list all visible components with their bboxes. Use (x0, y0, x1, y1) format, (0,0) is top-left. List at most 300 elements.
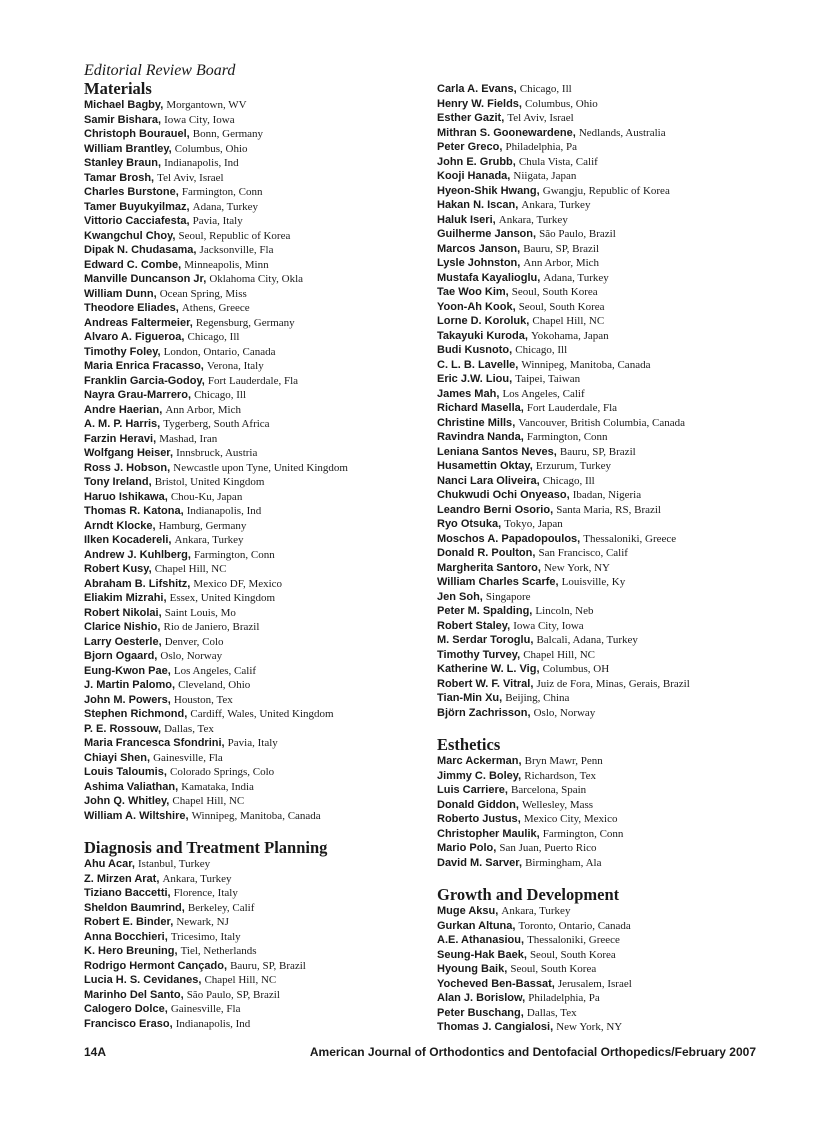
member-name: Björn Zachrisson (437, 706, 528, 719)
member-name: P. E. Rossouw (84, 722, 158, 735)
member-name: Guilherme Janson (437, 228, 533, 240)
member-name: K. Hero Breuning (84, 945, 175, 957)
member-location: Newcastle upon Tyne, United Kingdom (173, 461, 348, 474)
member-name: Christine Mills (437, 416, 513, 429)
board-member-entry (84, 794, 434, 809)
name-separator: , (166, 795, 173, 807)
member-name: Stanley Braun (84, 157, 158, 169)
member-location: Istanbul, Turkey (138, 858, 211, 870)
board-member-entry (437, 841, 787, 856)
member-name: Nayra Grau-Marrero (84, 389, 188, 401)
name-separator: , (168, 534, 175, 546)
board-member-entry (84, 388, 434, 403)
member-location: Jacksonville, Fla (199, 244, 274, 256)
name-separator: , (493, 842, 500, 854)
name-separator: , (157, 418, 164, 430)
member-location: Richardson, Tex (524, 769, 596, 782)
member-name: Leniana Santos Neves (437, 445, 554, 458)
board-member-entry (84, 664, 434, 679)
name-separator: , (515, 358, 522, 371)
member-name: Mario Polo (437, 842, 494, 854)
name-separator: , (184, 708, 191, 720)
member-location: Nedlands, Australia (578, 126, 666, 139)
name-separator: , (181, 331, 188, 343)
member-name: Ross J. Hobson (84, 461, 168, 474)
member-location: Ankara, Turkey (501, 905, 571, 917)
name-separator: , (577, 532, 584, 545)
board-member-entry (437, 904, 787, 919)
page-number: 14A (84, 1045, 107, 1059)
member-name: Esther Gazit (437, 112, 502, 124)
board-member-entry (84, 606, 434, 621)
board-member-entry (437, 213, 787, 228)
member-name: A. M. P. Harris (84, 418, 158, 430)
board-member-entry (437, 111, 787, 126)
board-member-entry (84, 533, 434, 548)
board-member-entry (437, 769, 787, 784)
name-separator: , (499, 141, 506, 153)
member-location: Verona, Italy (206, 360, 264, 372)
board-member-entry (437, 387, 787, 402)
name-separator: , (157, 157, 165, 169)
board-member-entry (437, 604, 787, 619)
member-name: Lucia H. S. Cevidanes (84, 974, 199, 986)
member-location: Ann Arbor, Mich (165, 403, 241, 416)
esthetics-list (437, 754, 787, 870)
member-name: Robert Nikolai (84, 606, 159, 619)
member-location: Louisville, Ky (561, 576, 626, 588)
member-name: Theodore Eliades (84, 302, 176, 314)
board-member-entry (437, 783, 787, 798)
name-separator: , (526, 315, 533, 327)
name-separator: , (185, 809, 192, 822)
name-separator: , (550, 1021, 557, 1033)
member-name: Robert E. Binder (84, 916, 171, 928)
board-member-entry (84, 649, 434, 664)
name-separator: , (160, 99, 167, 111)
name-separator: , (159, 403, 166, 416)
member-name: Eric J.W. Liou (437, 373, 510, 385)
board-member-entry (437, 706, 787, 721)
member-name: Ilken Kocadereli (84, 534, 169, 546)
board-member-entry (437, 812, 787, 827)
board-member-entry (437, 856, 787, 871)
member-name: Tony Ireland (84, 476, 149, 488)
name-separator: , (172, 229, 179, 242)
member-name: Chiayi Shen (84, 751, 147, 764)
member-location: Tel Aviv, Israel (157, 171, 224, 184)
name-separator: , (492, 213, 499, 226)
board-member-entry (437, 329, 787, 344)
name-separator: , (512, 416, 519, 429)
board-member-entry (437, 754, 787, 769)
member-location: Mexico DF, Mexico (193, 577, 283, 590)
member-name: Abraham B. Lifshitz (84, 577, 188, 590)
member-location: Iowa City, Iowa (513, 619, 584, 632)
name-separator: , (181, 901, 188, 914)
board-member-entry (437, 198, 787, 213)
member-name: Louis Taloumis (84, 766, 164, 778)
board-member-entry (437, 300, 787, 315)
member-name: Mustafa Kayalioglu (437, 271, 538, 284)
member-location: Birmingham, Ala (525, 856, 602, 869)
name-separator: , (169, 447, 177, 459)
name-separator: , (524, 329, 531, 342)
board-member-entry (437, 798, 787, 813)
member-name: Farzin Heravi (84, 432, 154, 445)
board-member-entry (84, 258, 434, 273)
member-name: Ryo Otsuka (437, 518, 499, 530)
name-separator: , (520, 934, 528, 946)
board-member-entry (84, 765, 434, 780)
name-separator: , (512, 155, 519, 168)
board-member-entry (437, 227, 787, 242)
name-separator: , (517, 648, 524, 661)
name-separator: , (504, 963, 511, 975)
board-member-entry (437, 691, 787, 706)
board-member-entry (84, 461, 434, 476)
member-location: Chicago, Ill (515, 344, 568, 356)
board-member-entry (437, 82, 787, 97)
member-name: James Mah (437, 387, 497, 400)
name-separator: , (518, 769, 525, 782)
materials-list-left (84, 98, 434, 823)
member-name: Jen Soh (437, 590, 480, 603)
member-name: Lysle Johnston (437, 257, 518, 269)
member-location: Regensburg, Germany (195, 316, 295, 329)
board-member-entry (84, 359, 434, 374)
name-separator: , (507, 619, 514, 632)
materials-list-right (437, 82, 787, 720)
member-location: Thessaloniki, Greece (527, 934, 620, 946)
section-title-materials: Materials (84, 79, 152, 98)
board-member-entry (437, 633, 787, 648)
member-location: Taipei, Taiwan (515, 373, 581, 385)
name-separator: , (154, 650, 161, 662)
left-column (84, 62, 434, 1031)
board-member-entry (84, 915, 434, 930)
member-location: Niigata, Japan (513, 170, 577, 182)
board-member-entry (84, 1017, 434, 1032)
member-location: Seoul, South Korea (511, 286, 598, 298)
name-separator: , (536, 474, 543, 487)
member-location: Essex, United Kingdom (169, 592, 276, 604)
member-location: Chapel Hill, NC (154, 563, 227, 575)
board-member-entry (84, 693, 434, 708)
member-name: Samir Bishara (84, 113, 158, 126)
member-name: Maria Francesca Sfondrini (84, 737, 222, 749)
name-separator: , (187, 548, 195, 561)
name-separator: , (151, 171, 158, 184)
name-separator: , (517, 257, 524, 269)
board-member-entry (84, 886, 434, 901)
member-name: Roberto Justus (437, 813, 518, 825)
member-name: Takayuki Kuroda (437, 329, 525, 342)
name-separator: , (501, 112, 508, 124)
member-location: Pavia, Italy (227, 737, 278, 749)
name-separator: , (520, 431, 527, 443)
board-member-entry (437, 430, 787, 445)
name-separator: , (131, 858, 139, 870)
board-member-entry (84, 591, 434, 606)
board-member-entry (84, 229, 434, 244)
member-location: Beijing, China (505, 692, 570, 704)
name-separator: , (550, 503, 557, 516)
member-location: Bauru, SP, Brazil (230, 959, 306, 972)
board-member-entry (84, 620, 434, 635)
board-member-entry (437, 401, 787, 416)
member-location: Rio de Janiero, Brazil (163, 621, 260, 633)
board-member-entry (84, 519, 434, 534)
member-location: San Juan, Puerto Rico (499, 842, 597, 854)
member-location: Oslo, Norway (533, 706, 596, 719)
board-member-entry (437, 474, 787, 489)
name-separator: , (518, 97, 526, 110)
name-separator: , (509, 373, 516, 385)
member-name: Ravindra Nanda (437, 431, 521, 443)
member-location: Bonn, Germany (192, 128, 264, 140)
member-location: Adana, Turkey (543, 271, 609, 284)
board-member-entry (84, 707, 434, 722)
board-member-entry (84, 417, 434, 432)
member-name: M. Serdar Toroglu (437, 634, 531, 646)
member-location: Barcelona, Spain (511, 784, 587, 796)
member-name: Husamettin Oktay (437, 460, 530, 472)
member-location: Cleveland, Ohio (178, 679, 251, 691)
name-separator: , (518, 856, 526, 869)
member-name: Clarice Nishio (84, 621, 158, 633)
name-separator: , (221, 737, 228, 749)
board-member-entry (84, 1002, 434, 1017)
name-separator: , (164, 930, 171, 943)
name-separator: , (163, 766, 170, 778)
member-name: Stephen Richmond (84, 708, 185, 720)
journal-title: American Journal of Orthodontics and Dentofacial Orthopedics/February 2007 (309, 1045, 756, 1059)
member-location: Chapel Hill, NC (532, 315, 605, 327)
member-name: Andreas Faltermeier (84, 316, 190, 329)
name-separator: , (509, 344, 516, 356)
name-separator: , (164, 490, 171, 503)
name-separator: , (498, 518, 505, 530)
member-name: Tiziano Baccetti (84, 887, 168, 899)
board-member-entry (437, 343, 787, 358)
name-separator: , (157, 345, 164, 358)
member-name: Thomas J. Cangialosi (437, 1021, 551, 1033)
member-location: Farmington, Conn (181, 186, 263, 198)
member-location: Innsbruck, Austria (176, 447, 258, 459)
member-name: Seung-Hak Baek (437, 948, 524, 961)
board-member-entry (437, 140, 787, 155)
name-separator: , (148, 563, 155, 575)
member-name: Timothy Foley (84, 345, 158, 358)
member-name: Franklin Garcia-Godoy (84, 374, 202, 387)
board-member-entry (84, 504, 434, 519)
board-member-entry (437, 948, 787, 963)
member-name: Haruo Ishikawa (84, 490, 165, 503)
member-location: Thessaloniki, Greece (583, 532, 677, 545)
diagnosis-list (84, 857, 434, 1031)
member-name: C. L. B. Lavelle (437, 358, 516, 371)
name-separator: , (158, 635, 165, 648)
name-separator: , (536, 663, 543, 675)
member-name: A.E. Athanasiou (437, 934, 521, 946)
member-location: Hamburg, Germany (158, 519, 247, 532)
board-member-entry (84, 214, 434, 229)
member-name: Anna Bocchieri (84, 930, 165, 943)
name-separator: , (553, 445, 560, 458)
section-title-growth: Growth and Development (437, 885, 620, 904)
member-name: Robert Staley (437, 619, 508, 632)
member-location: Columbus, Ohio (174, 142, 248, 155)
board-member-entry (84, 475, 434, 490)
board-member-entry (437, 933, 787, 948)
member-location: Bauru, SP, Brazil (559, 445, 636, 458)
board-member-entry (84, 930, 434, 945)
member-location: Mashad, Iran (159, 432, 218, 445)
member-location: Winnipeg, Manitoba, Canada (191, 809, 321, 822)
member-name: Dipak N. Chudasama (84, 244, 194, 256)
name-separator: , (170, 916, 177, 928)
member-location: Chicago, Ill (187, 331, 240, 343)
board-member-entry (437, 919, 787, 934)
name-separator: , (157, 621, 164, 633)
member-location: Gainesville, Fla (153, 751, 223, 764)
member-location: Ibadan, Nigeria (572, 489, 642, 501)
board-member-entry (84, 809, 434, 824)
member-location: Seoul, Republic of Korea (178, 229, 291, 242)
name-separator: , (167, 461, 174, 474)
board-member-entry (437, 256, 787, 271)
name-separator: , (157, 722, 165, 735)
member-location: Saint Louis, Mo (164, 606, 236, 619)
name-separator: , (174, 945, 181, 957)
name-separator: , (529, 605, 536, 617)
member-name: William Brantley (84, 142, 169, 155)
name-separator: , (163, 592, 170, 604)
member-name: Andre Haerian (84, 403, 160, 416)
member-location: Cardiff, Wales, United Kingdom (190, 708, 334, 720)
name-separator: , (158, 606, 165, 619)
member-location: Seoul, South Korea (510, 963, 597, 975)
name-separator: , (517, 813, 524, 825)
name-separator: , (515, 199, 522, 211)
board-member-entry (84, 751, 434, 766)
board-member-entry (437, 314, 787, 329)
name-separator: , (527, 706, 534, 719)
member-name: Jimmy C. Boley (437, 769, 519, 782)
member-location: Tel Aviv, Israel (507, 112, 574, 124)
name-separator: , (203, 273, 210, 285)
member-name: John E. Grubb (437, 155, 513, 168)
member-location: Yokohama, Japan (530, 329, 609, 342)
member-name: Sheldon Baumrind (84, 901, 182, 914)
board-member-entry (84, 185, 434, 200)
board-member-entry (84, 944, 434, 959)
name-separator: , (529, 460, 536, 472)
member-name: Tae Woo Kim (437, 286, 506, 298)
board-member-entry (437, 662, 787, 677)
member-name: Michael Bagby (84, 99, 161, 111)
member-location: Indianapolis, Ind (175, 1017, 251, 1030)
member-location: Philadelphia, Pa (528, 992, 600, 1004)
member-name: Carla A. Evans (437, 83, 514, 95)
member-location: Los Angeles, Calif (173, 664, 257, 677)
name-separator: , (175, 302, 182, 314)
board-member-entry (437, 991, 787, 1006)
board-member-entry (84, 98, 434, 113)
member-location: Oklahoma City, Okla (209, 273, 304, 285)
member-location: Indianapolis, Ind (186, 505, 262, 517)
name-separator: , (512, 919, 519, 932)
name-separator: , (499, 692, 506, 704)
board-member-entry (437, 184, 787, 199)
member-location: Chou-Ku, Japan (170, 490, 243, 503)
name-separator: , (193, 244, 200, 256)
member-name: Yocheved Ben-Bassat (437, 977, 552, 990)
name-separator: , (513, 83, 520, 95)
member-location: Chapel Hill, NC (204, 974, 277, 986)
name-separator: , (186, 215, 193, 227)
name-separator: , (566, 489, 573, 501)
member-location: Mexico City, Mexico (523, 813, 618, 825)
name-separator: , (530, 677, 537, 690)
member-name: Margherita Santoro (437, 561, 538, 574)
member-location: Philadelphia, Pa (505, 141, 577, 153)
member-location: Tiel, Netherlands (180, 945, 257, 957)
board-member-entry (437, 590, 787, 605)
member-location: Gwangju, Republic of Korea (542, 184, 670, 197)
member-name: Christoph Bourauel (84, 128, 187, 140)
name-separator: , (495, 905, 502, 917)
member-name: Larry Oesterle (84, 635, 159, 648)
member-name: Mithran S. Goonewardene (437, 126, 573, 139)
member-name: Peter Greco (437, 141, 500, 153)
member-name: Nanci Lara Oliveira (437, 474, 537, 487)
board-member-entry (437, 97, 787, 112)
member-location: Kamataka, India (181, 780, 254, 793)
name-separator: , (551, 977, 558, 990)
name-separator: , (200, 360, 207, 372)
board-member-entry (84, 548, 434, 563)
member-name: Thomas R. Katona (84, 505, 181, 517)
board-member-entry (84, 872, 434, 887)
board-member-entry (84, 272, 434, 287)
member-location: Tokyo, Japan (504, 518, 563, 530)
board-title: Editorial Review Board (84, 62, 236, 79)
member-name: Eliakim Mizrahi (84, 592, 164, 604)
name-separator: , (168, 142, 175, 155)
member-name: Donald R. Poulton (437, 547, 533, 559)
board-member-entry (84, 113, 434, 128)
member-name: Calogero Dolce (84, 1003, 165, 1015)
name-separator: , (152, 519, 159, 532)
member-location: Seoul, South Korea (529, 948, 616, 961)
member-location: Bryn Mawr, Penn (524, 755, 603, 767)
member-name: Leandro Berni Osorio (437, 503, 551, 516)
member-name: Hakan N. Iscan (437, 199, 516, 211)
name-separator: , (223, 959, 231, 972)
name-separator: , (156, 872, 163, 885)
board-member-entry (84, 988, 434, 1003)
member-location: Florence, Italy (173, 887, 238, 899)
member-location: São Paulo, SP, Brazil (186, 988, 280, 1001)
member-location: Farmington, Conn (542, 827, 624, 840)
name-separator: , (537, 561, 544, 574)
member-location: Fort Lauderdale, Fla (526, 402, 618, 414)
name-separator: , (532, 228, 540, 240)
member-location: Bristol, United Kingdom (154, 476, 265, 488)
board-member-entry (84, 345, 434, 360)
